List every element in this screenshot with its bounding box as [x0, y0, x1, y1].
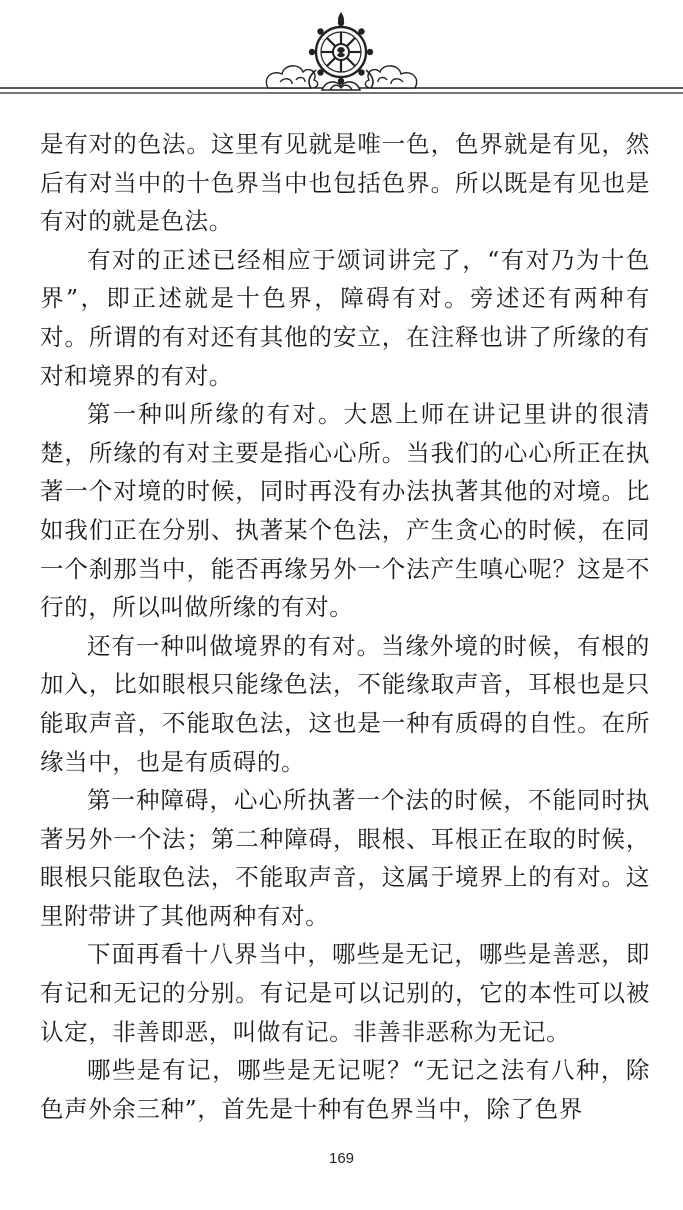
header-ornament — [0, 0, 683, 110]
page-number: 169 — [328, 1150, 355, 1167]
paragraph-2: 有对的正述已经相应于颂词讲完了，“有对乃为十色界”，即正述就是十色界，障碍有对。旁述还有两种有对。所谓的有对还有其他的安立，在注释也讲了所缘的有对和境界的有对。 — [40, 245, 650, 390]
paragraph-3: 第一种叫所缘的有对。大恩上师在讲记里讲的很清楚，所缘的有对主要是指心心所。当我们的心心所正在执著一个对境的时候，同时再没有办法执著其他的对境。比如我们正在分别、执著某个色法，产生贪心的时候，在同一个刹那当中，能否再缘另外一个法产生嗔心呢？这是不行的，所以叫做所缘的有对。 — [40, 400, 650, 622]
paragraph-6: 下面再看十八界当中，哪些是无记，哪些是善恶，即有记和无记的分别。有记是可以记别的，它的本性可以被认定，非善即恶，叫做有记。非善非恶称为无记。 — [40, 940, 650, 1046]
paragraph-4: 还有一种叫做境界的有对。当缘外境的时候，有根的加入，比如眼根只能缘色法，不能缘取声音，耳根也是只能取声音，不能取色法，这也是一种有质碍的自性。在所缘当中，也是有质碍的。 — [40, 631, 650, 776]
paragraph-1: 是有对的色法。这里有见就是唯一色，色界就是有见，然后有对当中的十色界当中也包括色界。所以既是有见也是有对的就是色法。 — [40, 130, 650, 236]
dharma-wheel-icon — [309, 12, 373, 88]
page-body — [40, 125, 650, 1128]
paragraph-5: 第一种障碍，心心所执著一个法的时候，不能同时执著另外一个法；第二种障碍，眼根、耳根正在取的时候，眼根只能取色法，不能取声音，这属于境界上的有对。这里附带讲了其他两种有对。 — [40, 786, 650, 930]
page-header — [0, 0, 683, 110]
paragraph-7: 哪些是有记，哪些是无记呢？“无记之法有八种，除色声外余三种”，首先是十种有色界当中，除了色界 — [40, 1056, 650, 1123]
